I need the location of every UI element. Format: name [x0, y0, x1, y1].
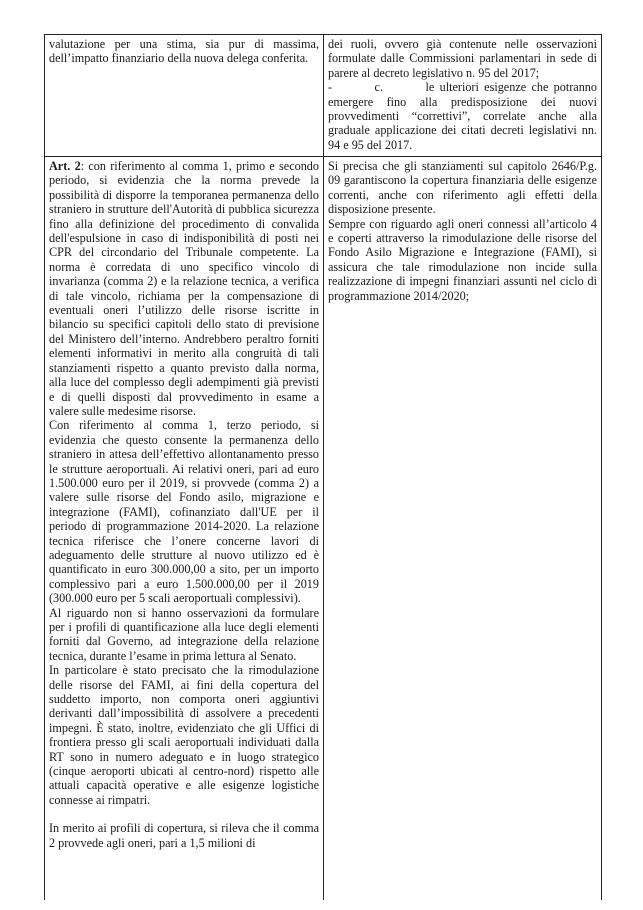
comparison-table	[44, 34, 602, 900]
table-cell-left	[45, 35, 324, 157]
paragraph: Si precisa che gli stanziamenti sul capitolo 2646/P.g. 09 garantiscono la copertura finanziaria delle esigenze correnti, anche con riferimento agli effetti della disposizione presente.	[328, 159, 597, 217]
spacer	[49, 807, 319, 821]
paragraph: Sempre con riguardo agli oneri connessi all’articolo 4 e coperti attraverso la rimodulazione delle risorse del Fondo Asilo Migrazione e Integrazione (FAMI), si assicura che tale rimodulazione non incide sulla realizzazione di impegni finanziari assunti nel ciclo di programmazione 2014/2020;	[328, 216, 597, 303]
table-cell-right	[324, 35, 602, 157]
table-cell-right	[324, 157, 602, 901]
paragraph-text: : con riferimento al comma 1, primo e secondo periodo, si evidenzia che la norma prevede la possibilità di disporre la temporanea permanenza dello straniero in strutture dell'Autorità di pubblica sicurezza fino alla definizione del procedimento di convalida dell'espulsione in caso di indisponibilità di posti nei CPR del circondario del Tribunale competente. La norma è corredata di uno specifico vincolo di invarianza (comma 2) e la relazione tecnica, a verifica di tale vincolo, richiama per la compensazione di eventuali oneri l’utilizzo delle risorse iscritte in bilancio su specifici capitoli dello stato di previsione del Ministero dell’interno. Andrebbero peraltro forniti elementi informativi in merito alla congruità di tali stanziamenti rispetto a quanto previsto dalla norma, alla luce del complesso degli adempimenti già previsti e di quelli disposti dal provvedimento in esame a valere sulle medesime risorse.	[49, 159, 319, 418]
list-item-c: - c. le ulteriori esigenze che potranno emergere fino alla predisposizione dei nuovi provvedimenti “correttivi”, correlate anche alla graduale applicazione dei citati decreti legislativi nn. 94 e 95 del 2017.	[328, 80, 601, 152]
table-row	[45, 157, 602, 901]
paragraph: Al riguardo non si hanno osservazioni da formulare per i profili di quantificazione alla luce degli elementi forniti dal Governo, ad integrazione della relazione tecnica, durante l’esame in prima lettura al Senato.	[49, 605, 319, 663]
article-label: Art. 2	[49, 159, 81, 173]
paragraph: In particolare è stato precisato che la rimodulazione delle risorse del FAMI, ai fini della copertura del suddetto importo, non comporta oneri aggiuntivi derivanti dall’impossibilità di assolvere a precedenti impegni. È stato, inoltre, evidenziato che gli Uffici di frontiera presso gli scali aeroportuali individuati dalla RT sono in numero adeguato e in luogo strategico (cinque aeroporti ubicati al centro-nord) rispetto alle attuali capacità operative e alle esigenze logistiche connesse ai rimpatri.	[49, 663, 319, 807]
table-cell-left	[45, 157, 324, 901]
paragraph	[49, 159, 319, 418]
table-row	[45, 35, 602, 157]
paragraph: Con riferimento al comma 1, terzo periodo, si evidenzia che questo consente la permanenza dello straniero in attesa dell’effettivo allontanamento presso le strutture aeroportuali. Ai relativi oneri, pari ad euro 1.500.000 euro per il 2019, si provvede (comma 2) a valere sulle risorse del Fondo asilo, migrazione e integrazione (FAMI), cofinanziato dall'UE per il periodo di programmazione 2014-2020. La relazione tecnica riferisce che l’onere concerne lavori di adeguamento delle strutture al nuovo utilizzo ed è quantificato in euro 300.000,00 a sito, per un importo complessivo pari a euro 1.500.000,00 per il 2019 (300.000 euro per 5 scali aeroportuali complessivi).	[49, 418, 319, 606]
paragraph: In merito ai profili di copertura, si rileva che il comma 2 provvede agli oneri, pari a 1,5 milioni di	[49, 821, 319, 850]
paragraph: dei ruoli, ovvero già contenute nelle osservazioni formulate dalle Commissioni parlamentari in sede di parere al decreto legislativo n. 95 del 2017;	[328, 37, 597, 80]
paragraph: valutazione per una stima, sia pur di massima, dell’impatto finanziario della nuova delega conferita.	[49, 37, 319, 66]
